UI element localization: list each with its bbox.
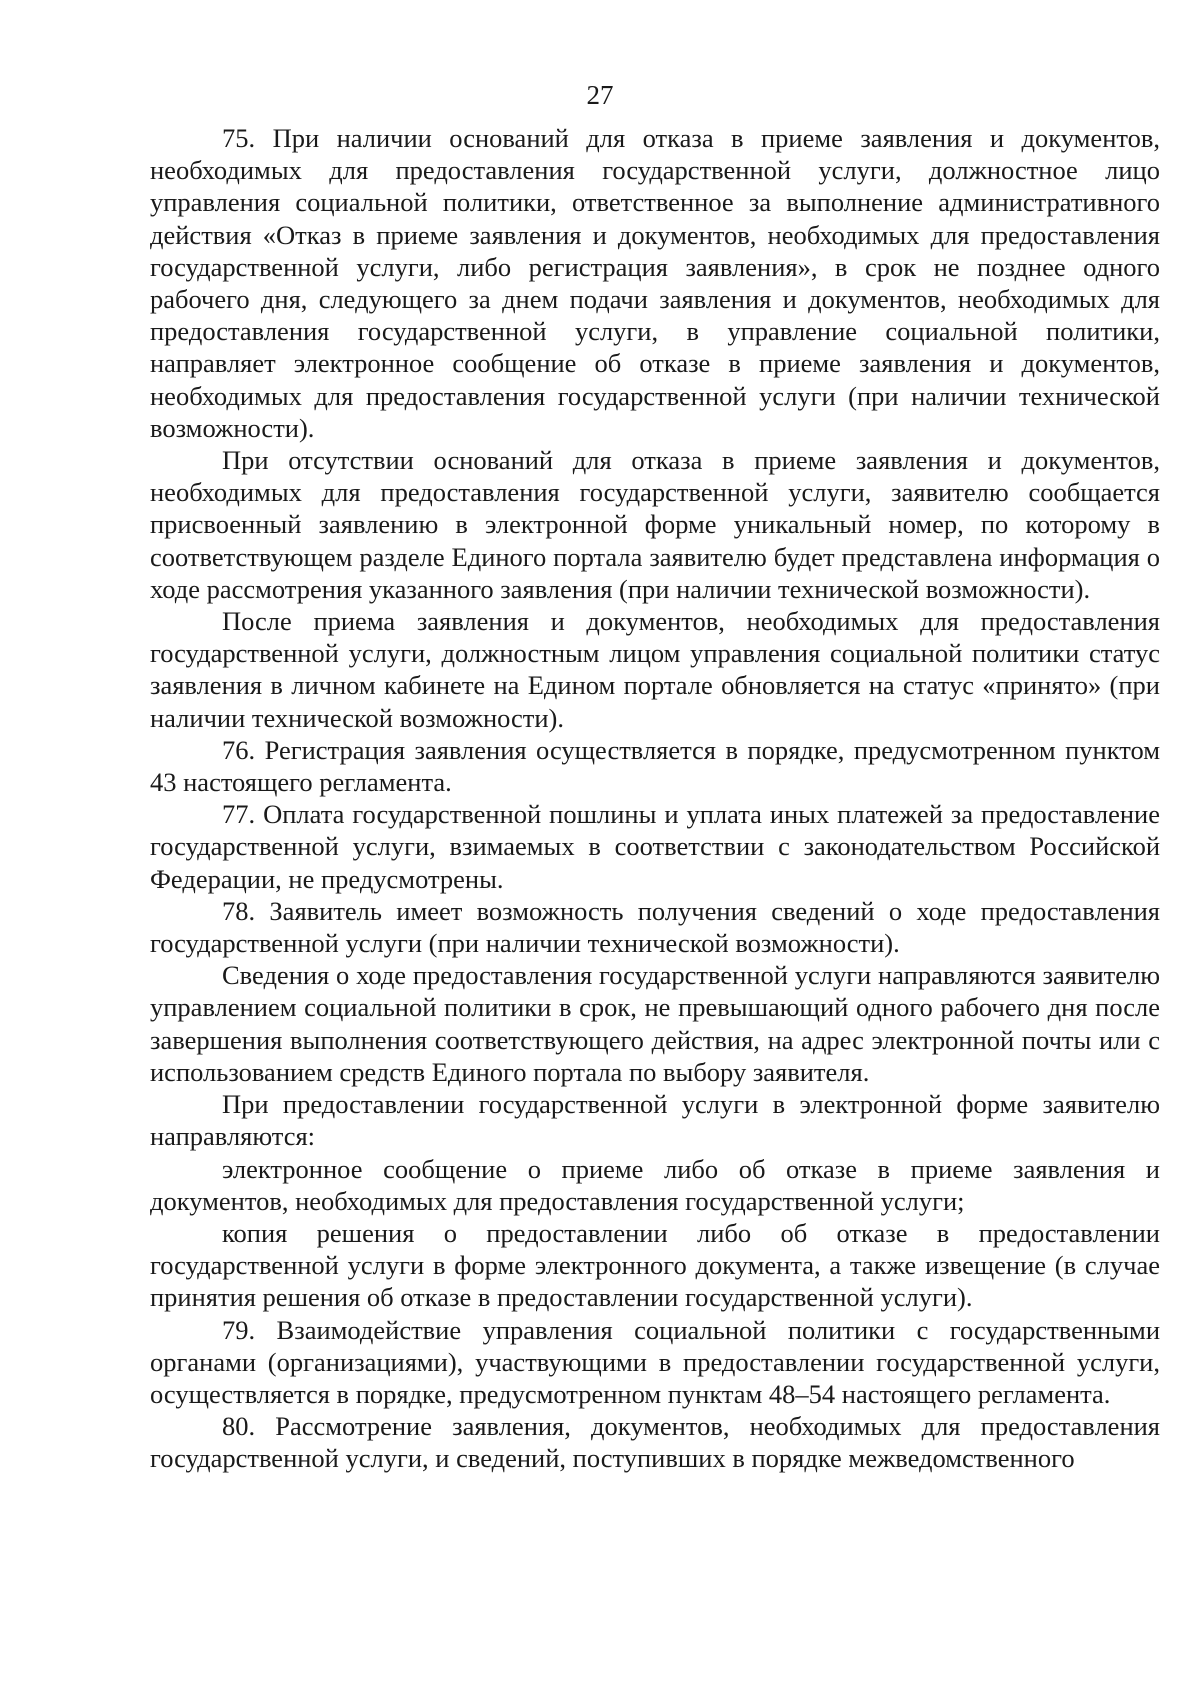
paragraph-no-grounds: При отсутствии оснований для отказа в приеме заявления и документов, необходимых для предоставления государственной услуги, заявителю сообщается присвоенный заявлению в электронной форме уникальный номер, по которому в соответствующем разделе Единого портала заявителю будет представлена информация о ходе рассмотрения указанного заявления (при наличии технической возможности). [150,445,1160,604]
paragraph-electronic-form: При предоставлении государственной услуги в электронной форме заявителю направляются: [150,1089,1160,1152]
page-number: 27 [586,80,614,110]
paragraph-80: 80. Рассмотрение заявления, документов, необходимых для предоставления государственной услуги, и сведений, поступивших в порядке межведомственного [150,1411,1160,1474]
paragraph-progress-info: Сведения о ходе предоставления государственной услуги направляются заявителю управлением социальной политики в срок, не превышающий одного рабочего дня после завершения выполнения соответствующего действия, на адрес электронной почты или с использованием средств Единого портала по выбору заявителя. [150,960,1160,1087]
paragraph-76: 76. Регистрация заявления осуществляется в порядке, предусмотренном пунктом 43 настоящего регламента. [150,734,1160,798]
paragraph-electronic-message: электронное сообщение о приеме либо об отказе в приеме заявления и документов, необходимых для предоставления государственной услуги; [150,1153,1160,1216]
paragraph-79: 79. Взаимодействие управления социальной политики с государственными органами (организациями), участвующими в предоставлении государственной услуги, осуществляется в порядке, предусмотренном пунктам 48–54 настоящего регламента. [150,1314,1160,1409]
paragraph-decision-copy: копия решения о предоставлении либо об отказе в предоставлении государственной услуги в форме электронного документа, а также извещение (в случае принятия решения об отказе в предоставлении государственной услуги). [150,1217,1160,1313]
document-body [150,122,1160,1475]
paragraph-78: 78. Заявитель имеет возможность получения сведений о ходе предоставления государственной услуги (при наличии технической возможности). [150,895,1160,959]
paragraph-77: 77. Оплата государственной пошлины и уплата иных платежей за предоставление государственной услуги, взимаемых в соответствии с законодательством Российской Федерации, не предусмотрены. [150,799,1160,894]
paragraph-after-acceptance: После приема заявления и документов, необходимых для предоставления государственной услуги, должностным лицом управления социальной политики статус заявления в личном кабинете на Едином портале обновляется на статус «принято» (при наличии технической возможности). [150,606,1160,733]
paragraph-75: 75. При наличии оснований для отказа в приеме заявления и документов, необходимых для предоставления государственной услуги, должностное лицо управления социальной политики, ответственное за выполнение административного действия «Отказ в приеме заявления и документов, необходимых для предоставления государственной услуги, либо регистрация заявления», в срок не позднее одного рабочего дня, следующего за днем подачи заявления и документов, необходимых для предоставления государственной услуги, в управление социальной политики, направляет электронное сообщение об отказе в приеме заявления и документов, необходимых для предоставления государственной услуги (при наличии технической возможности). [150,123,1160,443]
